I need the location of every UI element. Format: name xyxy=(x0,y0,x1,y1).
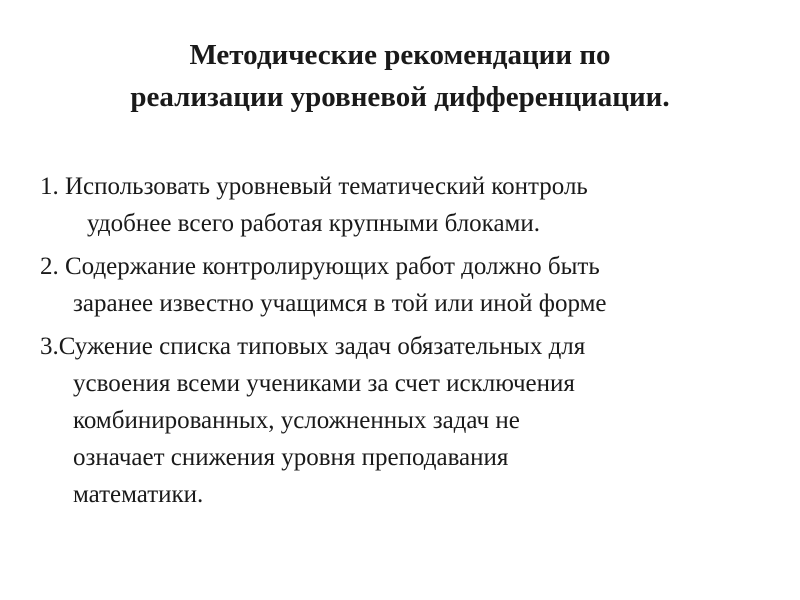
recommendations-list xyxy=(40,168,780,519)
list-item-3-line-5: математики. xyxy=(73,481,204,508)
list-item-3-line-1: 3.Сужение списка типовых задач обязательных для xyxy=(40,333,586,360)
list-item-2-line-1: 2. Содержание контролирующих работ должно быть xyxy=(40,253,600,280)
slide-title-line-1: Методические рекомендации по xyxy=(189,39,611,71)
list-item-3-line-2: усвоения всеми учениками за счет исключения xyxy=(73,370,575,397)
list-item-3 xyxy=(40,328,780,513)
list-item-3-line-4: означает снижения уровня преподавания xyxy=(73,444,509,471)
list-item-3-line-3: комбинированных, усложненных задач не xyxy=(73,407,520,434)
slide-title xyxy=(40,34,760,118)
list-item-2-line-2: заранее известно учащимся в той или иной форме xyxy=(73,290,607,317)
list-item-1-line-1: 1. Использовать уровневый тематический контроль xyxy=(40,173,588,200)
list-item-1-line-2: удобнее всего работая крупными блоками. xyxy=(87,210,540,237)
list-item-1 xyxy=(40,168,780,242)
slide-title-line-2: реализации уровневой дифференциации. xyxy=(130,81,670,113)
list-item-2 xyxy=(40,248,780,322)
